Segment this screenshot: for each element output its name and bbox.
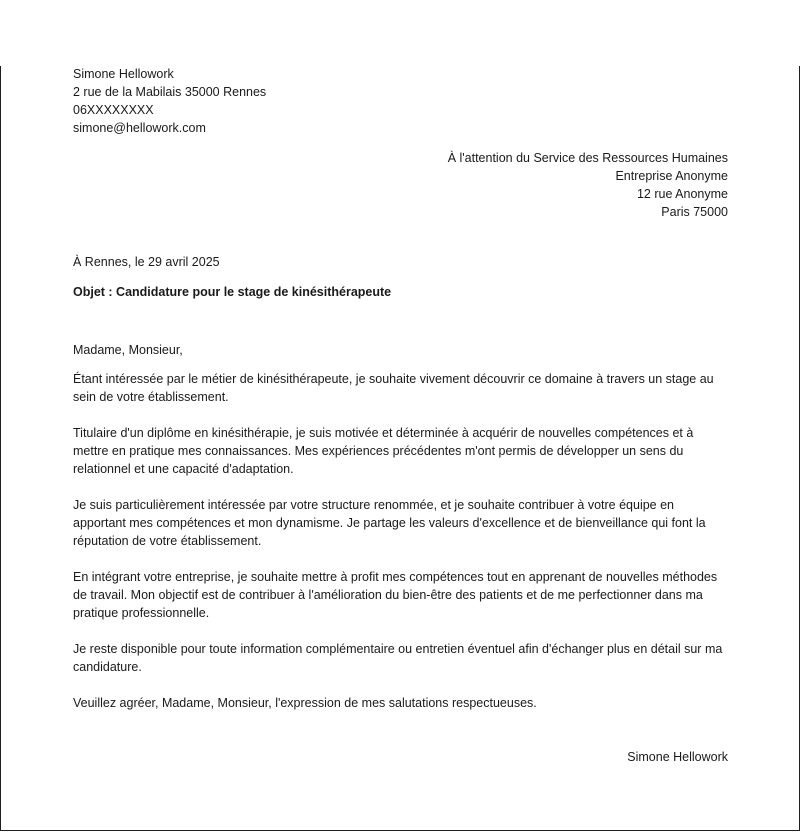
letter-paragraph: Je reste disponible pour toute information complémentaire ou entretien éventuel afin d'échanger plus en détail sur ma candidature. bbox=[73, 642, 723, 674]
sender-email: simone@hellowork.com bbox=[73, 121, 206, 135]
top-bar bbox=[0, 0, 800, 66]
sender-phone: 06XXXXXXXX bbox=[73, 103, 154, 117]
letter-paragraph: Étant intéressée par le métier de kinésithérapeute, je souhaite vivement découvrir ce domaine à travers un stage au sein de votre établissement. bbox=[73, 372, 714, 404]
letter-subject: Objet : Candidature pour le stage de kinésithérapeute bbox=[73, 285, 392, 299]
recipient-city: Paris 75000 bbox=[661, 205, 728, 219]
sender-name: Simone Hellowork bbox=[73, 67, 174, 81]
recipient-street: 12 rue Anonyme bbox=[636, 187, 728, 201]
letter-signature: Simone Hellowork bbox=[627, 750, 728, 764]
letter-salutation: Madame, Monsieur, bbox=[73, 343, 183, 357]
letter-content bbox=[73, 66, 728, 766]
recipient-attention: À l'attention du Service des Ressources Humaines bbox=[447, 151, 728, 165]
letter-page bbox=[0, 66, 800, 831]
letter-paragraph: Je suis particulièrement intéressée par votre structure renommée, et je souhaite contribuer à votre équipe en apportant mes compétences et mon dynamisme. Je partage les valeurs d'excellence et de bienveillance qui font la réputation de votre établissement. bbox=[73, 498, 706, 548]
letter-paragraph: En intégrant votre entreprise, je souhaite mettre à profit mes compétences tout en apprenant de nouvelles méthodes de travail. Mon objectif est de contribuer à l'amélioration du bien-être des patients et de me perfectionner dans ma pratique professionnelle. bbox=[73, 570, 718, 620]
recipient-company: Entreprise Anonyme bbox=[615, 169, 728, 183]
sender-address: 2 rue de la Mabilais 35000 Rennes bbox=[73, 85, 267, 99]
letter-closing: Veuillez agréer, Madame, Monsieur, l'expression de mes salutations respectueuses. bbox=[73, 696, 537, 710]
letter-paragraph: Titulaire d'un diplôme en kinésithérapie, je suis motivée et déterminée à acquérir de nouvelles compétences et à mettre en pratique mes connaissances. Mes expériences précédentes m'ont permis de développer un sens du relationnel et une capacité d'adaptation. bbox=[73, 426, 694, 476]
letter-date: À Rennes, le 29 avril 2025 bbox=[73, 255, 220, 269]
recipient-block bbox=[73, 149, 728, 221]
sender-block bbox=[73, 65, 728, 137]
